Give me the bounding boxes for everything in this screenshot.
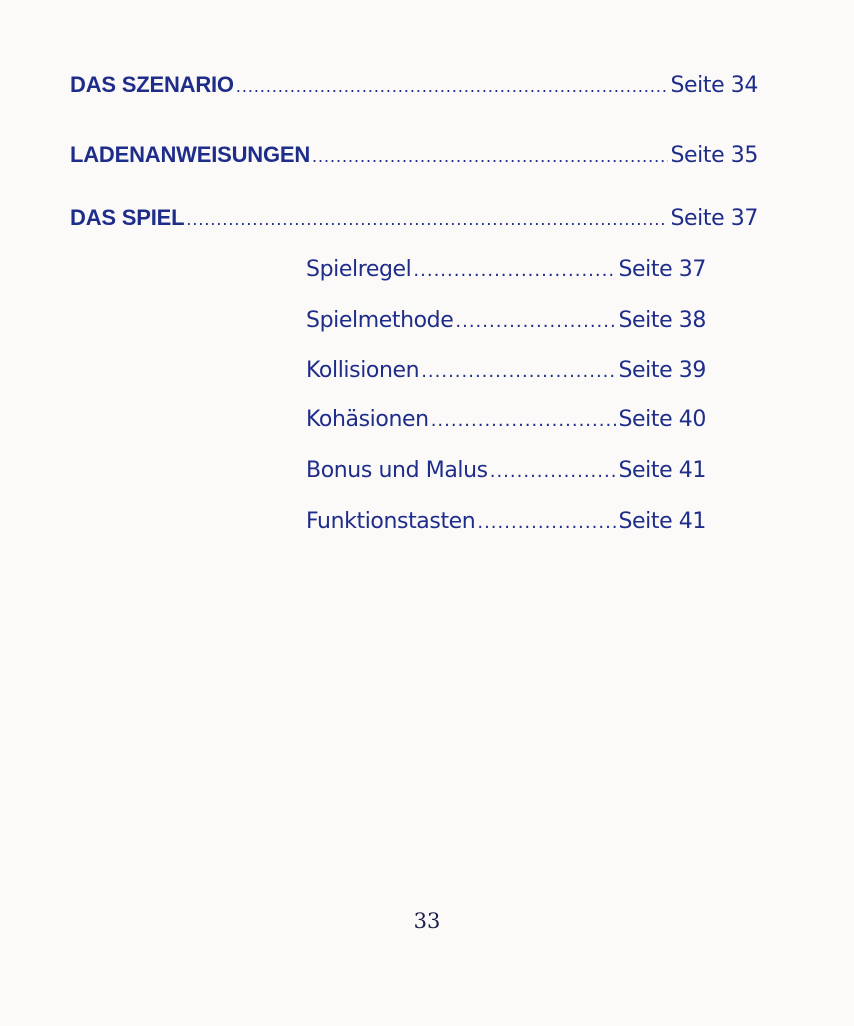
toc-entry-das-szenario[interactable] (70, 72, 758, 98)
toc-entry-page: Seite 39 (618, 358, 706, 383)
toc-entry-kohaesionen[interactable] (306, 407, 706, 432)
dot-leader (236, 76, 669, 97)
toc-entry-das-spiel[interactable] (70, 205, 758, 231)
toc-entry-title: DAS SPIEL (70, 205, 185, 230)
toc-entry-page: Seite 35 (670, 143, 758, 168)
toc-entry-funktionstasten[interactable] (306, 509, 706, 534)
toc-entry-title: Funktionstasten (306, 509, 476, 534)
page-number: 33 (413, 909, 441, 933)
toc-entry-ladenanweisungen[interactable] (70, 142, 758, 168)
toc-entry-spielmethode[interactable] (306, 308, 706, 333)
toc-entry-page: Seite 41 (618, 458, 706, 483)
toc-entry-title: Bonus und Malus (306, 458, 488, 483)
dot-leader (186, 209, 668, 230)
toc-entry-page: Seite 37 (618, 257, 706, 282)
dot-leader (477, 512, 616, 533)
toc-entry-spielregel[interactable] (306, 257, 706, 282)
toc-entry-kollisionen[interactable] (306, 358, 706, 383)
toc-entry-title: Spielregel (306, 257, 412, 282)
dot-leader (312, 146, 668, 167)
toc-entry-title: Kollisionen (306, 358, 420, 383)
toc-entry-title: DAS SZENARIO (70, 72, 234, 97)
toc-entry-title: LADENANWEISUNGEN (70, 142, 311, 167)
dot-leader (431, 410, 617, 431)
toc-entry-page: Seite 37 (670, 206, 758, 231)
toc-entry-page: Seite 41 (618, 509, 706, 534)
toc-entry-page: Seite 34 (670, 73, 758, 98)
toc-entry-title: Spielmethode (306, 308, 454, 333)
dot-leader (455, 311, 616, 332)
dot-leader (413, 260, 616, 281)
toc-entry-bonus-und-malus[interactable] (306, 458, 706, 483)
dot-leader (490, 461, 617, 482)
toc-entry-page: Seite 40 (618, 407, 706, 432)
toc-entry-page: Seite 38 (618, 308, 706, 333)
dot-leader (421, 361, 616, 382)
toc-entry-title: Kohäsionen (306, 407, 429, 432)
